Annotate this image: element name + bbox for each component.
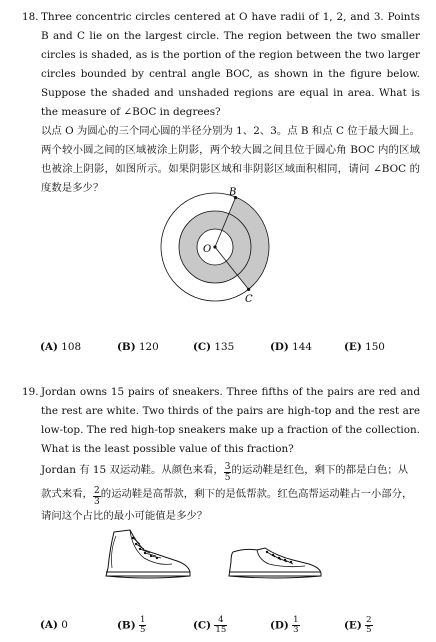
- question-text-zh: Jordan 有 15 双运动鞋。从颜色来看， $\frac{3}{5}$ 的运动鞋是红色，剩下的都是白色；从 款式来看， $\frac{2}{3}$ 的运动鞋是高帮款，剩下的是低帮款。红色高帮运动鞋占一小部分， 请问这个占比的最小可能值是多少？: [41, 462, 413, 522]
- label-b: B: [229, 187, 237, 198]
- question-number: 19.: [22, 386, 39, 398]
- choice-a[interactable]: (A) 108: [40, 341, 82, 353]
- choice-c[interactable]: (C) 135: [193, 341, 235, 353]
- answer-choices-19: [40, 616, 420, 640]
- question-text-en: Jordan owns 15 pairs of sneakers. Three fifths of the pairs are red and the rest are white. Two thirds of the pairs are high-top and the rest are low-top. The red high-top sneakers make up a fraction of the collection. What is the least possible value of this fraction?: [41, 386, 420, 455]
- low-top-sneaker-icon: [225, 538, 325, 583]
- choice-e[interactable]: (E) 150: [344, 341, 385, 353]
- high-top-sneaker-icon: [100, 528, 195, 583]
- label-c: C: [245, 294, 253, 305]
- point-c: [247, 288, 250, 291]
- choice-b[interactable]: (B) 120: [117, 341, 159, 353]
- question-19: [22, 383, 420, 526]
- choice-e[interactable]: (E) $\frac{2}{5}$: [344, 615, 372, 635]
- choice-c[interactable]: (C) $\frac{4}{15}$: [193, 615, 227, 635]
- choice-d[interactable]: (D) $\frac{1}{3}$: [270, 615, 299, 635]
- question-text-zh: 以点 O 为圆心的三个同心圆的半径分别为 1、2、3。点 B 和点 C 位于最大圆上。两个较小圆之间的区域被涂上阴影，两个较大圆之间且位于圆心角 BOC 内的区域也被涂上阴影，如图所示。如果阴影区域和非阴影区域面积相同，请问 ∠BOC 的度数是多少？: [41, 125, 420, 194]
- point-o: [213, 245, 216, 248]
- question-number: 18.: [22, 11, 39, 23]
- choice-d[interactable]: (D) 144: [270, 341, 312, 353]
- question-text-en: Three concentric circles centered at O have radii of 1, 2, and 3. Points B and C lie on the largest circle. The region between the two smaller circles is shaded, as is the portion of the region between the two larger circles bounded by central angle BOC, as shown in the figure below. Suppose the shaded and unshaded regions are equal in area. What is the measure of ∠BOC in degrees?: [41, 11, 420, 118]
- choice-a[interactable]: (A) 0: [40, 619, 68, 631]
- question-18: [22, 8, 420, 198]
- answer-choices-18: [40, 341, 420, 357]
- label-o: O: [203, 244, 212, 255]
- concentric-circles-figure: [150, 185, 290, 310]
- choice-b[interactable]: (B) $\frac{1}{5}$: [117, 615, 146, 635]
